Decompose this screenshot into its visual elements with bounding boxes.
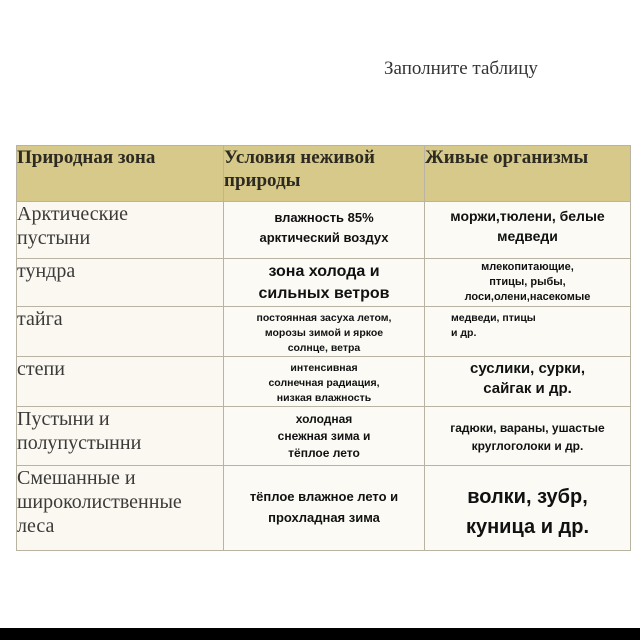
table-row	[17, 259, 631, 307]
organisms-cell: гадюки, вараны, ушастые круглоголоки и др.	[425, 407, 631, 466]
instruction-title: Заполните таблицу	[384, 58, 538, 79]
conditions-cell: холодная снежная зима и тёплое лето	[224, 407, 425, 466]
table-row	[17, 466, 631, 551]
table-row	[17, 202, 631, 259]
organisms-cell: млекопитающие, птицы, рыбы, лоси,олени,насекомые	[425, 259, 631, 307]
table-row	[17, 357, 631, 407]
zone-cell: Смешанные и широколиственные леса	[17, 466, 224, 551]
conditions-cell: тёплое влажное лето и прохладная зима	[224, 466, 425, 551]
organisms-cell: медведи, птицы и др.	[425, 307, 631, 357]
zones-table	[16, 145, 631, 551]
conditions-cell: постоянная засуха летом, морозы зимой и яркое солнце, ветра	[224, 307, 425, 357]
zone-cell: тундра	[17, 259, 224, 307]
bottom-bar	[0, 628, 640, 640]
conditions-cell: влажность 85% арктический воздух	[224, 202, 425, 259]
conditions-cell: зона холода и сильных ветров	[224, 259, 425, 307]
organisms-cell: суслики, сурки, сайгак и др.	[425, 357, 631, 407]
zone-cell: Пустыни и полупустынни	[17, 407, 224, 466]
organisms-cell: моржи,тюлени, белые медведи	[425, 202, 631, 259]
table-header-row	[17, 146, 631, 202]
conditions-cell: интенсивная солнечная радиация, низкая влажность	[224, 357, 425, 407]
zone-cell: степи	[17, 357, 224, 407]
zone-cell: Арктические пустыни	[17, 202, 224, 259]
header-organisms: Живые организмы	[425, 146, 631, 202]
zone-cell: тайга	[17, 307, 224, 357]
table-row	[17, 407, 631, 466]
table-row	[17, 307, 631, 357]
header-zone: Природная зона	[17, 146, 224, 202]
header-conditions: Условия неживой природы	[224, 146, 425, 202]
organisms-cell: волки, зубр, куница и др.	[425, 466, 631, 551]
